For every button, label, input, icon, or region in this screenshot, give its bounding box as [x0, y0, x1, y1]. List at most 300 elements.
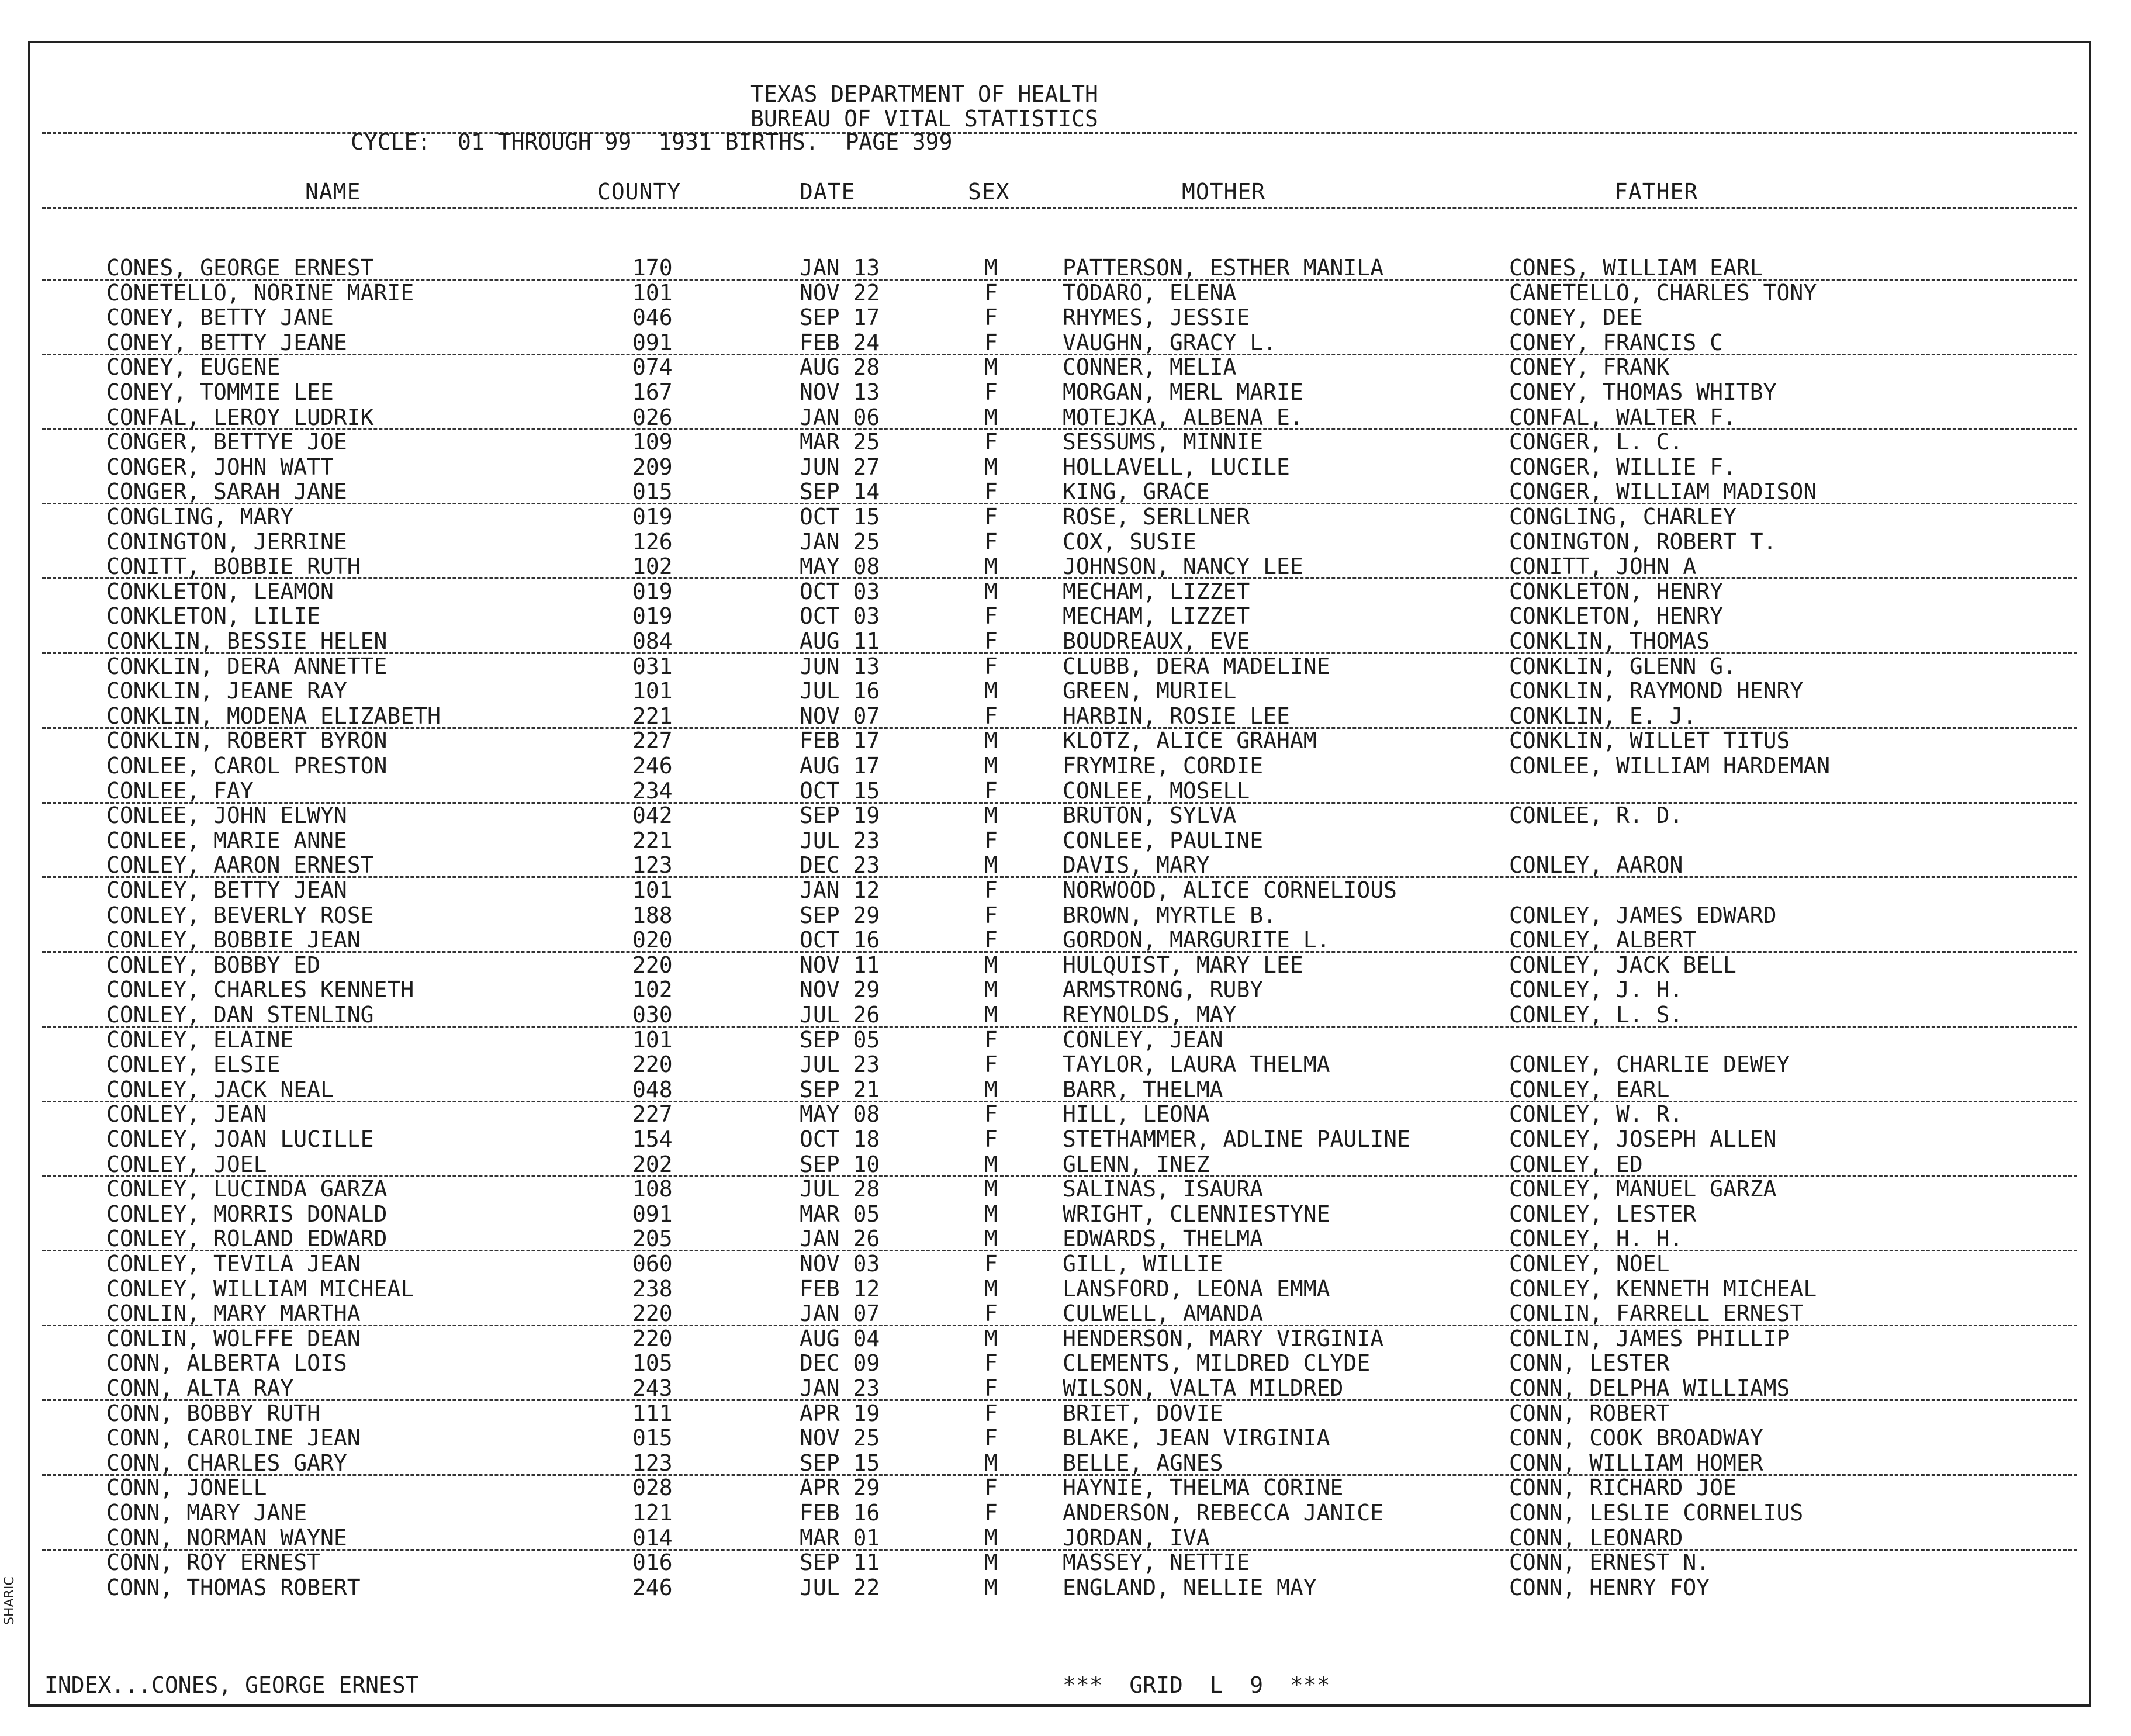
cell-mother: EDWARDS, THELMA [1063, 1226, 1264, 1252]
table-row [30, 1178, 2089, 1202]
cell-date: NOV 03 [800, 1251, 880, 1277]
cell-father: CONLEY, AARON [1509, 852, 1683, 879]
cell-father: CONN, DELPHA WILLIAMS [1509, 1375, 1790, 1401]
cell-sex: M [984, 728, 998, 754]
cell-county: 074 [632, 354, 673, 381]
cell-father: CONITT, JOHN A [1509, 554, 1697, 580]
cell-date: NOV 29 [800, 977, 880, 1003]
cell-county: 105 [632, 1350, 673, 1377]
cell-mother: NORWOOD, ALICE CORNELIOUS [1063, 877, 1397, 903]
cell-mother: JOHNSON, NANCY LEE [1063, 554, 1303, 580]
table-row [30, 705, 2089, 729]
table-row [30, 1551, 2089, 1576]
cell-mother: ENGLAND, NELLIE MAY [1063, 1574, 1317, 1600]
cell-mother: COX, SUSIE [1063, 528, 1196, 555]
cell-date: SEP 29 [800, 902, 880, 928]
table-row [30, 680, 2089, 704]
table-row [30, 1524, 2089, 1551]
cell-father: CONN, COOK BROADWAY [1509, 1425, 1763, 1451]
cell-sex: F [984, 1400, 998, 1426]
cell-county: 209 [632, 454, 673, 480]
cell-sex: M [984, 1226, 998, 1252]
cell-name: CONKLIN, JEANE RAY [106, 678, 347, 704]
cell-mother: JORDAN, IVA [1063, 1524, 1210, 1551]
cell-county: 102 [632, 554, 673, 580]
table-row [30, 1502, 2089, 1526]
cell-county: 220 [632, 1325, 673, 1351]
cell-county: 220 [632, 1301, 673, 1327]
table-row [30, 456, 2089, 480]
cell-sex: F [984, 1500, 998, 1526]
row-group-divider [42, 802, 2077, 804]
cell-county: 015 [632, 479, 673, 505]
row-group-divider [42, 428, 2077, 430]
cell-date: NOV 25 [800, 1425, 880, 1451]
cell-father: CONN, LESLIE CORNELIUS [1509, 1500, 1804, 1526]
cell-date: AUG 11 [800, 628, 880, 654]
row-group-divider [42, 1399, 2077, 1401]
table-row [30, 1203, 2089, 1227]
column-header-sex: SEX [968, 179, 1010, 205]
cell-sex: M [984, 1076, 998, 1102]
cell-mother: BRIET, DOVIE [1063, 1400, 1223, 1426]
row-group-divider [42, 1474, 2077, 1476]
cell-father: CONES, WILLIAM EARL [1509, 255, 1763, 281]
cell-county: 220 [632, 952, 673, 978]
cell-mother: ANDERSON, REBECCA JANICE [1063, 1500, 1384, 1526]
cell-mother: BARR, THELMA [1063, 1076, 1223, 1102]
cell-father: CONLEY, JAMES EDWARD [1509, 902, 1777, 928]
cell-name: CONLEY, JEAN [106, 1101, 267, 1128]
cell-sex: F [984, 703, 998, 729]
cell-name: CONLEY, BOBBIE JEAN [106, 927, 361, 953]
cell-date: AUG 28 [800, 354, 880, 381]
cell-name: CONGER, JOHN WATT [106, 454, 334, 480]
cell-name: CONLEY, JACK NEAL [106, 1076, 334, 1102]
cell-name: CONLIN, MARY MARTHA [106, 1301, 361, 1327]
cell-date: FEB 17 [800, 728, 880, 754]
cell-father: CONGER, WILLIAM MADISON [1509, 479, 1817, 505]
cell-sex: M [984, 1002, 998, 1028]
cell-county: 126 [632, 528, 673, 555]
cell-father: CONLEY, LESTER [1509, 1201, 1697, 1227]
cell-mother: BRUTON, SYLVA [1063, 803, 1237, 829]
cell-name: CONN, ALBERTA LOIS [106, 1350, 347, 1377]
cell-father: CONGLING, CHARLEY [1509, 504, 1736, 530]
cell-county: 101 [632, 1026, 673, 1053]
table-row [30, 1476, 2089, 1501]
cell-sex: F [984, 1350, 998, 1377]
cell-date: OCT 18 [800, 1126, 880, 1152]
cell-county: 028 [632, 1475, 673, 1501]
table-row [30, 1153, 2089, 1178]
cell-sex: F [984, 504, 998, 530]
row-group-divider [42, 503, 2077, 504]
cell-county: 031 [632, 653, 673, 679]
cell-mother: CLUBB, DERA MADELINE [1063, 653, 1330, 679]
cell-father: CONKLIN, THOMAS [1509, 628, 1710, 654]
cell-mother: CULWELL, AMANDA [1063, 1301, 1264, 1327]
cell-father: CONN, WILLIAM HOMER [1509, 1450, 1763, 1476]
cell-county: 167 [632, 379, 673, 405]
cell-father: CONLEY, CHARLIE DEWEY [1509, 1052, 1790, 1078]
table-row [30, 406, 2089, 431]
cell-father: CONN, ERNEST N. [1509, 1550, 1710, 1576]
cell-name: CONINGTON, JERRINE [106, 528, 347, 555]
cell-name: CONITT, BOBBIE RUTH [106, 554, 361, 580]
side-label: SHARIC [2, 1576, 17, 1625]
cell-county: 109 [632, 429, 673, 455]
cell-mother: CONLEE, PAULINE [1063, 827, 1264, 853]
cell-sex: F [984, 379, 998, 405]
cell-name: CONN, BOBBY RUTH [106, 1400, 321, 1426]
cell-sex: F [984, 1251, 998, 1277]
cell-name: CONKLETON, LEAMON [106, 578, 334, 604]
cell-date: JUN 27 [800, 454, 880, 480]
cell-sex: F [984, 279, 998, 306]
cell-mother: GREEN, MURIEL [1063, 678, 1237, 704]
cell-mother: ROSE, SERLLNER [1063, 504, 1250, 530]
cell-name: CONLEE, JOHN ELWYN [106, 803, 347, 829]
cell-sex: M [984, 1574, 998, 1600]
row-group-divider [42, 1549, 2077, 1551]
table-row [30, 381, 2089, 406]
cell-county: 102 [632, 977, 673, 1003]
cell-county: 234 [632, 777, 673, 804]
cell-name: CONN, NORMAN WAYNE [106, 1524, 347, 1551]
cell-name: CONLEY, BETTY JEAN [106, 877, 347, 903]
cell-father: CONKLETON, HENRY [1509, 578, 1724, 604]
cell-sex: M [984, 1450, 998, 1476]
cell-mother: GLENN, INEZ [1063, 1151, 1210, 1177]
cell-father: CONEY, THOMAS WHITBY [1509, 379, 1777, 405]
cell-name: CONLEY, LUCINDA GARZA [106, 1176, 388, 1202]
cell-name: CONN, ROY ERNEST [106, 1550, 321, 1576]
cell-county: 060 [632, 1251, 673, 1277]
cell-sex: M [984, 354, 998, 381]
cell-county: 030 [632, 1002, 673, 1028]
row-group-divider [42, 1101, 2077, 1102]
cell-date: APR 19 [800, 1400, 880, 1426]
cell-name: CONLIN, WOLFFE DEAN [106, 1325, 361, 1351]
header-title: TEXAS DEPARTMENT OF HEALTH [750, 81, 1098, 107]
cell-sex: F [984, 902, 998, 928]
cell-date: JAN 12 [800, 877, 880, 903]
cell-name: CONLEY, ROLAND EDWARD [106, 1226, 388, 1252]
cell-father: CONLEY, ALBERT [1509, 927, 1697, 953]
cell-county: 221 [632, 827, 673, 853]
cell-county: 188 [632, 902, 673, 928]
cell-father: CANETELLO, CHARLES TONY [1509, 279, 1817, 306]
cell-mother: TAYLOR, LAURA THELMA [1063, 1052, 1330, 1078]
cell-father: CONN, RICHARD JOE [1509, 1475, 1736, 1501]
table-row [30, 729, 2089, 754]
cell-county: 019 [632, 504, 673, 530]
cell-mother: GILL, WILLIE [1063, 1251, 1223, 1277]
cell-date: JAN 13 [800, 255, 880, 281]
table-row [30, 1377, 2089, 1402]
row-group-divider [42, 354, 2077, 355]
cell-father: CONEY, FRANCIS C [1509, 329, 1724, 355]
cell-date: SEP 11 [800, 1550, 880, 1576]
cell-sex: F [984, 1301, 998, 1327]
cell-date: NOV 07 [800, 703, 880, 729]
cell-name: CONKLIN, ROBERT BYRON [106, 728, 388, 754]
cell-county: 020 [632, 927, 673, 953]
cell-county: 046 [632, 305, 673, 331]
cell-date: SEP 14 [800, 479, 880, 505]
cell-father: CONLEY, KENNETH MICHEAL [1509, 1275, 1817, 1302]
cell-county: 123 [632, 1450, 673, 1476]
cell-mother: BLAKE, JEAN VIRGINIA [1063, 1425, 1330, 1451]
cell-date: NOV 22 [800, 279, 880, 306]
cell-sex: F [984, 329, 998, 355]
cell-father: CONINGTON, ROBERT T. [1509, 528, 1777, 555]
cell-sex: M [984, 977, 998, 1003]
table-row [30, 257, 2089, 281]
cell-date: OCT 03 [800, 603, 880, 630]
cell-name: CONKLIN, MODENA ELIZABETH [106, 703, 441, 729]
cell-date: MAY 08 [800, 554, 880, 580]
cell-county: 101 [632, 678, 673, 704]
row-group-divider [42, 1026, 2077, 1028]
cell-county: 221 [632, 703, 673, 729]
cell-sex: M [984, 1151, 998, 1177]
cell-sex: M [984, 678, 998, 704]
column-header-divider [42, 207, 2077, 209]
cell-county: 238 [632, 1275, 673, 1302]
cell-mother: HENDERSON, MARY VIRGINIA [1063, 1325, 1384, 1351]
table-row [30, 528, 2089, 555]
cell-sex: F [984, 1052, 998, 1078]
table-row [30, 1327, 2089, 1352]
table-row [30, 954, 2089, 978]
cell-date: OCT 16 [800, 927, 880, 953]
cell-mother: KING, GRACE [1063, 479, 1210, 505]
cell-father: CONKLIN, RAYMOND HENRY [1509, 678, 1804, 704]
cell-name: CONKLIN, DERA ANNETTE [106, 653, 388, 679]
cell-sex: M [984, 404, 998, 430]
cell-father: CONGER, L. C. [1509, 429, 1683, 455]
cell-county: 019 [632, 603, 673, 630]
cell-sex: F [984, 305, 998, 331]
cell-name: CONKLETON, LILIE [106, 603, 321, 630]
cell-father: CONLEY, MANUEL GARZA [1509, 1176, 1777, 1202]
cell-date: SEP 21 [800, 1076, 880, 1102]
cell-name: CONLEE, FAY [106, 777, 254, 804]
cell-mother: REYNOLDS, MAY [1063, 1002, 1237, 1028]
cell-father: CONKLIN, E. J. [1509, 703, 1697, 729]
row-group-divider [42, 951, 2077, 953]
cell-sex: M [984, 454, 998, 480]
cell-sex: M [984, 803, 998, 829]
cell-sex: F [984, 479, 998, 505]
header-divider [42, 132, 2077, 134]
cell-mother: MASSEY, NETTIE [1063, 1550, 1250, 1576]
table-row [30, 1452, 2089, 1476]
cell-father: CONLEE, WILLIAM HARDEMAN [1509, 753, 1831, 779]
table-row [30, 506, 2089, 530]
cell-date: FEB 16 [800, 1500, 880, 1526]
cell-father: CONLEY, NOEL [1509, 1251, 1670, 1277]
cell-date: MAR 01 [800, 1524, 880, 1551]
table-row [30, 555, 2089, 580]
cell-name: CONLEY, DAN STENLING [106, 1002, 374, 1028]
table-row [30, 356, 2089, 381]
cell-date: SEP 19 [800, 803, 880, 829]
column-header-mother: MOTHER [1182, 179, 1266, 205]
cell-name: CONEY, EUGENE [106, 354, 281, 381]
cell-county: 048 [632, 1076, 673, 1102]
cell-sex: F [984, 827, 998, 853]
row-group-divider [42, 577, 2077, 579]
cell-county: 091 [632, 1201, 673, 1227]
cell-name: CONLEY, ELSIE [106, 1052, 281, 1078]
cell-date: JUL 22 [800, 1574, 880, 1600]
cell-name: CONLEY, BOBBY ED [106, 952, 321, 978]
cell-father: CONLEY, W. R. [1509, 1101, 1683, 1128]
cell-name: CONEY, BETTY JANE [106, 305, 334, 331]
cell-date: OCT 15 [800, 504, 880, 530]
cell-county: 026 [632, 404, 673, 430]
cell-date: JAN 25 [800, 528, 880, 555]
cell-mother: MECHAM, LIZZET [1063, 578, 1250, 604]
cell-sex: F [984, 927, 998, 953]
cell-name: CONLEY, TEVILA JEAN [106, 1251, 361, 1277]
cell-mother: CONNER, MELIA [1063, 354, 1237, 381]
cell-mother: WRIGHT, CLENNIESTYNE [1063, 1201, 1330, 1227]
cell-county: 202 [632, 1151, 673, 1177]
cell-father: CONLIN, FARRELL ERNEST [1509, 1301, 1804, 1327]
cell-mother: KLOTZ, ALICE GRAHAM [1063, 728, 1317, 754]
cell-mother: FRYMIRE, CORDIE [1063, 753, 1264, 779]
cell-date: NOV 11 [800, 952, 880, 978]
table-row [30, 904, 2089, 929]
cell-date: MAY 08 [800, 1101, 880, 1128]
cell-sex: M [984, 554, 998, 580]
cell-county: 101 [632, 877, 673, 903]
table-row [30, 1078, 2089, 1103]
cell-name: CONGLING, MARY [106, 504, 294, 530]
cell-name: CONLEY, CHARLES KENNETH [106, 977, 414, 1003]
cell-mother: MORGAN, MERL MARIE [1063, 379, 1303, 405]
cell-date: SEP 17 [800, 305, 880, 331]
cell-mother: HARBIN, ROSIE LEE [1063, 703, 1290, 729]
ledger-page [28, 41, 2091, 1707]
cell-county: 246 [632, 1574, 673, 1600]
cell-name: CONFAL, LEROY LUDRIK [106, 404, 374, 430]
cell-father: CONN, LESTER [1509, 1350, 1670, 1377]
cell-date: JUL 23 [800, 1052, 880, 1078]
cell-mother: ARMSTRONG, RUBY [1063, 977, 1264, 1003]
cell-mother: TODARO, ELENA [1063, 279, 1237, 306]
cell-father: CONFAL, WALTER F. [1509, 404, 1736, 430]
cell-father: CONKLIN, WILLET TITUS [1509, 728, 1790, 754]
table-row [30, 777, 2089, 804]
table-row [30, 1227, 2089, 1252]
cell-name: CONLEY, WILLIAM MICHEAL [106, 1275, 414, 1302]
cell-sex: M [984, 1275, 998, 1302]
table-row [30, 1576, 2089, 1601]
cell-sex: M [984, 1550, 998, 1576]
cell-name: CONLEY, ELAINE [106, 1026, 294, 1053]
cell-mother: HILL, LEONA [1063, 1101, 1210, 1128]
cell-sex: F [984, 603, 998, 630]
cell-sex: F [984, 1375, 998, 1401]
cell-name: CONLEY, BEVERLY ROSE [106, 902, 374, 928]
cell-county: 014 [632, 1524, 673, 1551]
cell-mother: DAVIS, MARY [1063, 852, 1210, 879]
cell-date: SEP 15 [800, 1450, 880, 1476]
cell-county: 121 [632, 1500, 673, 1526]
table-row [30, 1302, 2089, 1327]
cell-name: CONES, GEORGE ERNEST [106, 255, 374, 281]
cell-date: DEC 23 [800, 852, 880, 879]
cell-father: CONLEY, J. H. [1509, 977, 1683, 1003]
cell-father: CONLIN, JAMES PHILLIP [1509, 1325, 1790, 1351]
cell-mother: VAUGHN, GRACY L. [1063, 329, 1277, 355]
table-row [30, 331, 2089, 356]
table-row [30, 1026, 2089, 1053]
table-row [30, 1253, 2089, 1277]
table-row [30, 1103, 2089, 1128]
column-header-father: FATHER [1614, 179, 1698, 205]
cell-date: JUL 16 [800, 678, 880, 704]
cell-county: 091 [632, 329, 673, 355]
cell-mother: BELLE, AGNES [1063, 1450, 1223, 1476]
cell-date: JUL 23 [800, 827, 880, 853]
cell-father: CONLEY, JACK BELL [1509, 952, 1736, 978]
column-header-county: COUNTY [597, 179, 681, 205]
table-row [30, 978, 2089, 1003]
cell-date: AUG 17 [800, 753, 880, 779]
table-row [30, 605, 2089, 630]
cell-sex: F [984, 628, 998, 654]
cell-mother: BOUDREAUX, EVE [1063, 628, 1250, 654]
footer-grid: *** GRID L 9 *** [1063, 1672, 1330, 1698]
cell-mother: HOLLAVELL, LUCILE [1063, 454, 1290, 480]
footer-index: INDEX...CONES, GEORGE ERNEST [44, 1672, 419, 1698]
table-row [30, 580, 2089, 605]
cell-date: OCT 15 [800, 777, 880, 804]
cell-name: CONLEY, AARON ERNEST [106, 852, 374, 879]
cell-county: 101 [632, 279, 673, 306]
cell-date: FEB 12 [800, 1275, 880, 1302]
cell-mother: LANSFORD, LEONA EMMA [1063, 1275, 1330, 1302]
cell-sex: F [984, 777, 998, 804]
cell-name: CONN, THOMAS ROBERT [106, 1574, 361, 1600]
cell-father: CONLEY, H. H. [1509, 1226, 1683, 1252]
cell-county: 019 [632, 578, 673, 604]
cell-father: CONN, ROBERT [1509, 1400, 1670, 1426]
cell-date: MAR 05 [800, 1201, 880, 1227]
cell-mother: SESSUMS, MINNIE [1063, 429, 1264, 455]
cell-name: CONEY, BETTY JEANE [106, 329, 347, 355]
cell-date: FEB 24 [800, 329, 880, 355]
cell-sex: F [984, 877, 998, 903]
cell-mother: HULQUIST, MARY LEE [1063, 952, 1303, 978]
cell-date: AUG 04 [800, 1325, 880, 1351]
cell-name: CONN, CAROLINE JEAN [106, 1425, 361, 1451]
cell-sex: F [984, 1126, 998, 1152]
cell-date: JAN 07 [800, 1301, 880, 1327]
cell-name: CONN, JONELL [106, 1475, 267, 1501]
cell-name: CONN, ALTA RAY [106, 1375, 294, 1401]
table-row [30, 306, 2089, 331]
cell-county: 042 [632, 803, 673, 829]
cell-father: CONEY, DEE [1509, 305, 1643, 331]
cell-sex: M [984, 1176, 998, 1202]
